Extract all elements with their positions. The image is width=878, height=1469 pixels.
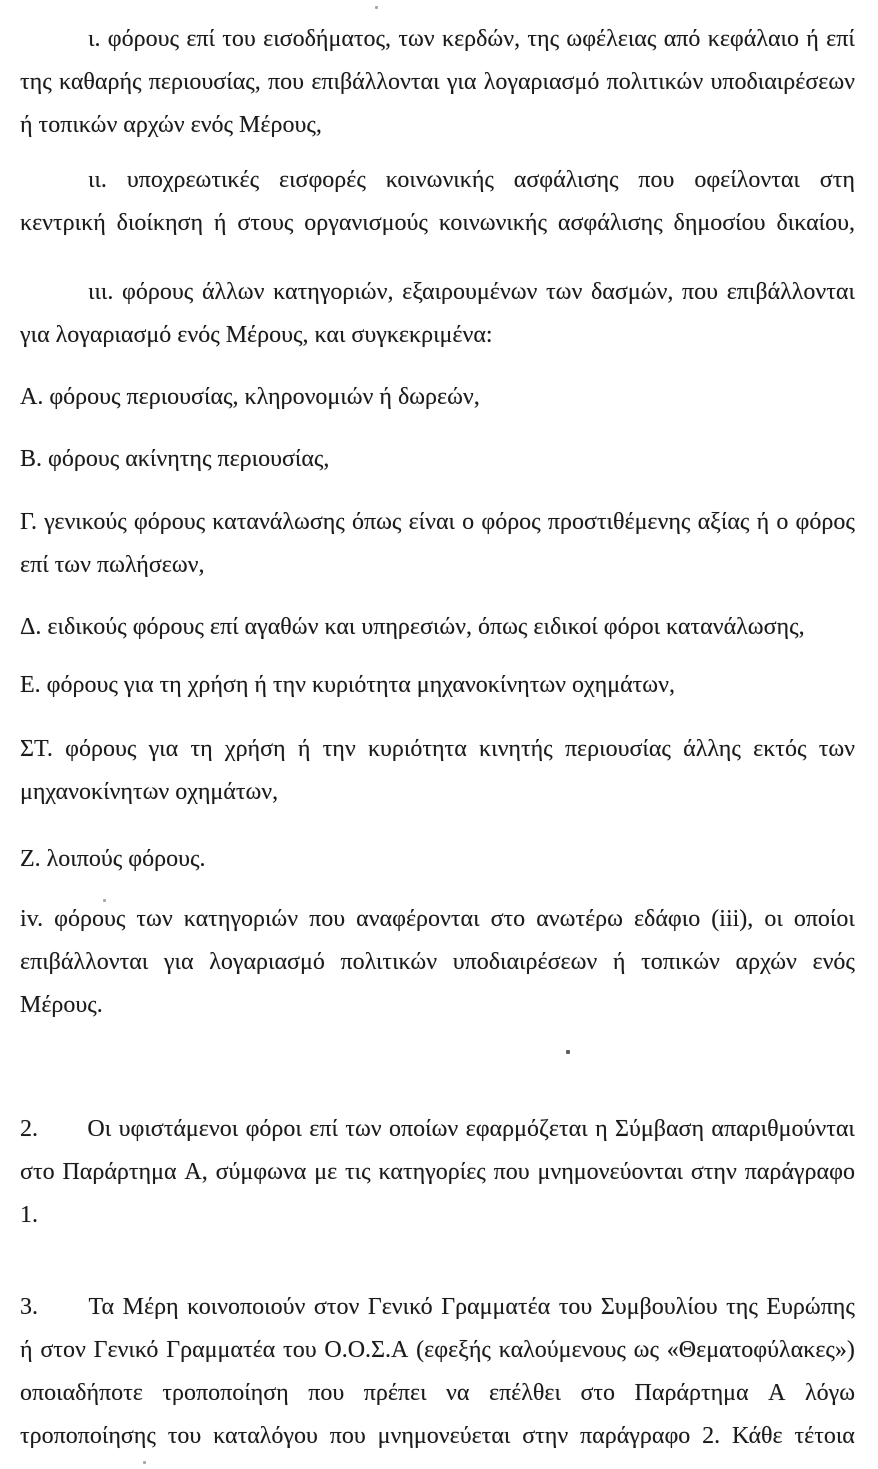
text-line: 3. Τα Μέρη κοινοποιούν στον Γενικό Γραμματέα του Συμβουλίου της Ευρώπης xyxy=(20,1294,855,1320)
scan-speck xyxy=(375,6,378,9)
paragraph-3 xyxy=(20,1286,855,1458)
text-block xyxy=(20,0,855,1469)
text-line: ι. φόρους επί του εισοδήματος, των κερδών, της ωφέλειας από κεφάλαιο ή επί xyxy=(88,26,855,52)
list-item-zeta xyxy=(20,838,855,881)
text-line: Ε. φόρους για τη χρήση ή την κυριότητα μηχανοκίνητων οχημάτων, xyxy=(20,672,675,698)
text-line: ΣΤ. φόρους για τη χρήση ή την κυριότητα κινητής περιουσίας άλλης εκτός των xyxy=(20,736,855,762)
text-line: οποιαδήποτε τροποποίηση που πρέπει να επέλθει στο Παράρτημα Α λόγω xyxy=(20,1380,855,1406)
text-line: 1. xyxy=(20,1202,38,1228)
text-line: επιβάλλονται για λογαριασμό πολιτικών υποδιαιρέσεων ή τοπικών αρχών ενός xyxy=(20,949,855,975)
paragraph-item-ii xyxy=(20,159,855,245)
text-line: iv. φόρους των κατηγοριών που αναφέρονται στο ανωτέρω εδάφιο (iii), οι οποίοι xyxy=(20,906,855,932)
text-line: Μέρους. xyxy=(20,992,103,1018)
text-line: τροποποίησης του καταλόγου που μνημονεύεται στην παράγραφο 2. Κάθε τέτοια xyxy=(20,1423,855,1449)
scan-speck xyxy=(566,1050,570,1054)
paragraph-item-iii xyxy=(20,271,855,357)
text-line: Δ. ειδικούς φόρους επί αγαθών και υπηρεσιών, όπως ειδικοί φόροι κατανάλωσης, xyxy=(20,614,805,640)
text-line: Α. φόρους περιουσίας, κληρονομιών ή δωρεών, xyxy=(20,384,480,410)
list-item-sigma-tau xyxy=(20,728,855,814)
scan-speck xyxy=(103,899,106,902)
text-line: κεντρική διοίκηση ή στους οργανισμούς κοινωνικής ασφάλισης δημοσίου δικαίου, xyxy=(20,210,855,236)
text-line: μηχανοκίνητων οχημάτων, xyxy=(20,779,279,805)
text-line: για λογαριασμό ενός Μέρους, και συγκεκριμένα: xyxy=(20,322,493,348)
list-item-gamma xyxy=(20,501,855,587)
list-item-delta xyxy=(20,606,855,649)
list-item-alpha xyxy=(20,376,855,419)
scan-speck xyxy=(143,1461,146,1464)
text-line: επί των πωλήσεων, xyxy=(20,552,205,578)
text-line: ιιι. φόρους άλλων κατηγοριών, εξαιρουμένων των δασμών, που επιβάλλονται xyxy=(88,279,855,305)
text-line: ή στον Γενικό Γραμματέα του Ο.Ο.Σ.Α (εφεξής καλούμενους ως «Θεματοφύλακες») xyxy=(20,1337,855,1363)
text-line: 2. Οι υφιστάμενοι φόροι επί των οποίων εφαρμόζεται η Σύμβαση απαριθμούνται xyxy=(20,1116,855,1142)
text-line: στο Παράρτημα Α, σύμφωνα με τις κατηγορίες που μνημονεύονται στην παράγραφο xyxy=(20,1159,855,1185)
text-line: Γ. γενικούς φόρους κατανάλωσης όπως είναι ο φόρος προστιθέμενης αξίας ή ο φόρος xyxy=(20,509,855,535)
text-line: Ζ. λοιπούς φόρους. xyxy=(20,846,206,872)
list-item-beta xyxy=(20,438,855,481)
text-line: Β. φόρους ακίνητης περιουσίας, xyxy=(20,446,330,472)
paragraph-item-i xyxy=(20,18,855,147)
list-item-epsilon xyxy=(20,664,855,707)
text-line: της καθαρής περιουσίας, που επιβάλλονται για λογαριασμό πολιτικών υποδιαιρέσεων xyxy=(20,69,855,95)
text-line: ή τοπικών αρχών ενός Μέρους, xyxy=(20,112,322,138)
paragraph-item-iv xyxy=(20,898,855,1027)
paragraph-2 xyxy=(20,1108,855,1237)
text-line: ιι. υποχρεωτικές εισφορές κοινωνικής ασφάλισης που οφείλονται στη xyxy=(88,167,855,193)
